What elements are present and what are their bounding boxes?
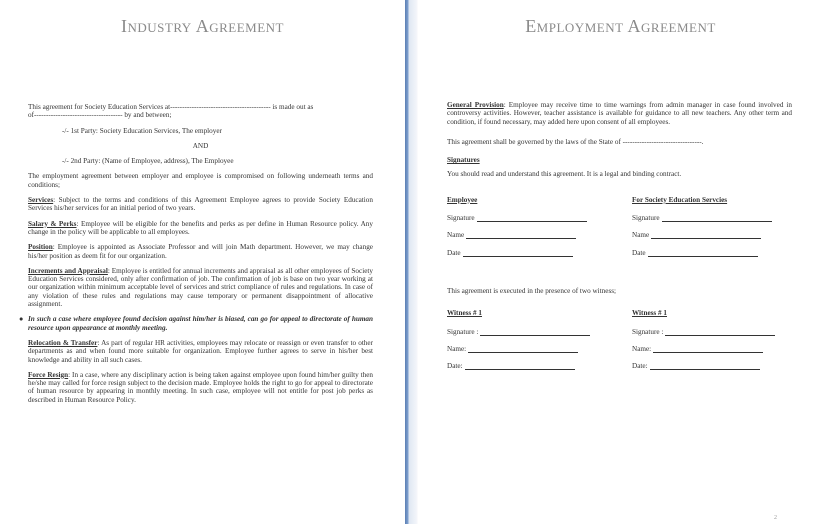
agreement-body xyxy=(19,103,373,411)
clause-label: Services xyxy=(28,196,54,205)
second-party: -/- 2nd Party: (Name of Employee, address), The Employee xyxy=(62,157,234,166)
position-clause xyxy=(28,243,373,260)
salary-clause xyxy=(28,220,373,237)
agreement-body xyxy=(447,101,792,379)
and-label: AND xyxy=(192,141,209,150)
date-field[interactable]: Date: xyxy=(632,362,792,370)
signature-field[interactable]: Signature xyxy=(447,214,607,222)
witness-text: This agreement is executed in the presence of two witness; xyxy=(447,286,617,295)
bullet-text: In such a case where employee found decision against him/her is biased, can go for appeal to directorate of human resource upon appearance at monthly meeting. xyxy=(28,315,373,332)
relocation-clause xyxy=(28,339,373,364)
signature-block xyxy=(447,196,792,266)
signature-field[interactable]: Signature : xyxy=(632,328,792,336)
page-title: Industry Agreement xyxy=(121,16,284,36)
employee-column xyxy=(447,196,607,266)
clause-label: Increments and Appraisal xyxy=(28,266,108,275)
witness-column xyxy=(632,309,792,379)
column-heading: For Society Education Servcies xyxy=(632,195,728,204)
clause-label: General Provision xyxy=(447,101,504,109)
signature-field[interactable]: Signature xyxy=(632,214,792,222)
intro-line: of------------------------------------- by and between; xyxy=(28,111,172,120)
date-field[interactable]: Date: xyxy=(447,362,607,370)
name-field[interactable]: Name: xyxy=(447,345,607,353)
date-field[interactable]: Date xyxy=(447,249,607,257)
signatures-heading: Signatures xyxy=(447,156,480,165)
clause-label: Force Resign xyxy=(28,370,69,379)
services-clause xyxy=(28,196,373,213)
signatures-text: You should read and understand this agreement. It is a legal and binding contract. xyxy=(447,170,682,179)
name-field[interactable]: Name xyxy=(632,231,792,239)
witness-column xyxy=(447,309,607,379)
signature-field[interactable]: Signature : xyxy=(447,328,607,336)
clause-text: : Employee may receive time to time warnings from admin manager in case found involved in controversy activities. However, teacher assistance is available for guidance to all new teachers. Any other term and condition, if found necessary, may added here upon consent of all employees. xyxy=(447,101,792,126)
witness-block xyxy=(447,309,792,379)
name-field[interactable]: Name: xyxy=(632,345,792,353)
left-page xyxy=(0,0,405,524)
clause-label: Relocation & Transfer xyxy=(28,338,98,347)
page-title: Employment Agreement xyxy=(525,16,716,36)
governed-text: This agreement shall be governed by the laws of the State of ---------------------------------. xyxy=(447,137,704,146)
column-heading: Employee xyxy=(447,195,478,204)
clause-label: Salary & Perks xyxy=(28,219,77,228)
page-divider xyxy=(405,0,418,524)
bullet-icon: ● xyxy=(19,315,24,324)
date-field[interactable]: Date xyxy=(632,249,792,257)
column-heading: Witness # 1 xyxy=(447,309,483,318)
general-provision xyxy=(447,101,792,126)
clause-text: : In a case, where any disciplinary action is being taken against employee upon found him/her guilty then he/she may called for force resign subject to the decision made. Employee holds the right to go for appeal to directorate of human resource by appearing in monthly meeting. In such case, employee will not entitle for post job perks as described in Human Resource Policy. xyxy=(28,370,373,404)
right-page xyxy=(418,0,823,524)
appeal-bullet xyxy=(19,315,373,332)
intro-line: This agreement for Society Education Services at------------------------------------------ is made out as xyxy=(28,103,314,111)
clause-text: : Employee is appointed as Associate Professor and will join Math department. However, we may change his/her position as deem fit for our organization. xyxy=(28,243,373,260)
clause-text: : Employee is entitled for annual increments and appraisal as all other employees of Society Education Services considered, only after confirmation of job. The confirmation of job is base on two year working at our organization within minimum acceptable level of services and strict compliance of rules and regulations. In case of any violation of these rules and regulations may cause temporary or permanent disappointment of allocative assignment. xyxy=(28,266,373,309)
clause-text: : As part of regular HR activities, employees may relocate or reassign or even transfer to other departments as and when found more suitable for organization. Employee further agrees to serve in his/her best knowledge and ability in all such cases. xyxy=(28,338,373,364)
first-party: -/- 1st Party: Society Education Services, The employer xyxy=(62,126,222,135)
name-field[interactable]: Name xyxy=(447,231,607,239)
society-column xyxy=(632,196,792,266)
clause-text: : Subject to the terms and conditions of this Agreement Employee agrees to provide Society Education Services his/her services for an initial period of two years. xyxy=(28,196,373,213)
force-resign-clause xyxy=(28,371,373,404)
clause-label: Position xyxy=(28,243,53,252)
increments-clause xyxy=(28,267,373,308)
page-number: 2 xyxy=(774,515,777,521)
column-heading: Witness # 1 xyxy=(632,309,668,318)
clause-text: : Employee will be eligible for the benefits and perks as per define in Human Resource policy. Any change in the policy will be applicable to all employees. xyxy=(28,219,373,236)
compromise-text: The employment agreement between employer and employee is compromised on following underneath terms and conditions; xyxy=(28,172,373,189)
